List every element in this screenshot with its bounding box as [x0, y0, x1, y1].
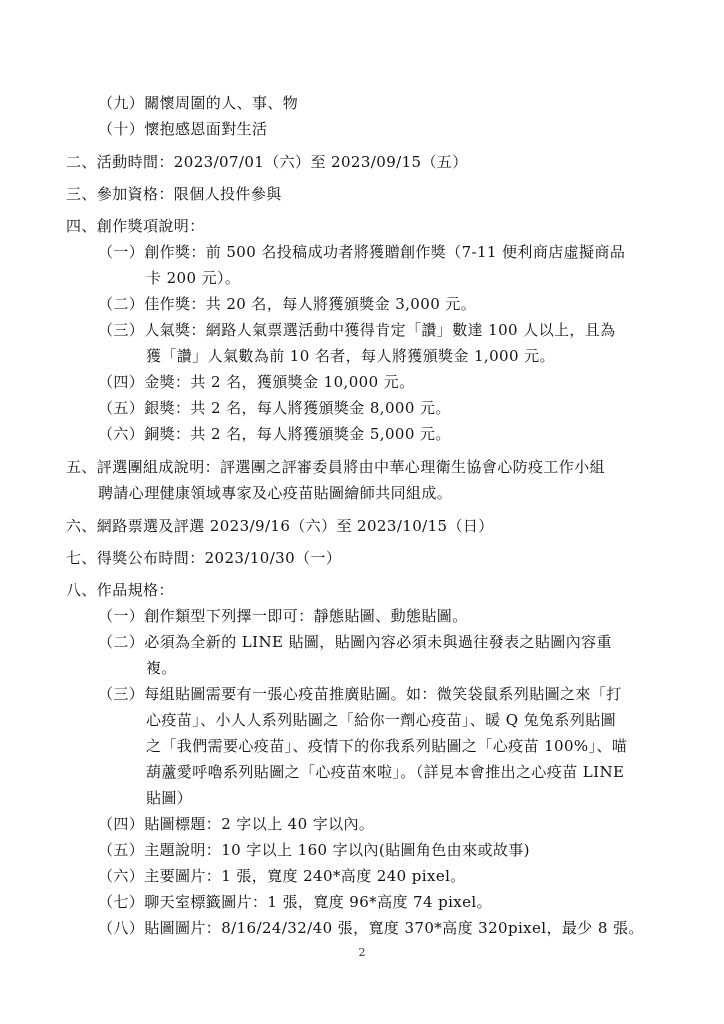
text-line: （四）貼圖標題：2 字以上 40 字以內。 [98, 815, 375, 833]
text-line: 卡 200 元）。 [146, 269, 241, 287]
text-line: 聘請心理健康領域專家及心疫苗貼圖繪師共同組成。 [98, 484, 453, 502]
text-line: 獲「讚」人氣數為前 10 名者，每人將獲頒獎金 1,000 元。 [146, 347, 555, 365]
text-line: 貼圖） [146, 789, 193, 807]
text-line: （六）銅獎：共 2 名，每人將獲頒獎金 5,000 元。 [98, 425, 451, 443]
text-line: 八、作品規格： [66, 581, 174, 599]
text-line: （四）金獎：共 2 名，獲頒獎金 10,000 元。 [98, 373, 415, 391]
text-line: （二）佳作獎：共 20 名，每人將獲頒獎金 3,000 元。 [98, 295, 477, 313]
text-line: 二、活動時間：2023/07/01（六）至 2023/09/15（五） [66, 153, 468, 171]
text-line: （九）關懷周圍的人、事、物 [98, 94, 299, 112]
text-line: （六）主要圖片：1 張，寬度 240*高度 240 pixel。 [98, 867, 466, 885]
text-line: （七）聊天室標籤圖片：1 張，寬度 96*高度 74 pixel。 [98, 893, 493, 911]
text-line: （二）必須為全新的 LINE 貼圖，貼圖內容必須未與過往發表之貼圖內容重 [98, 633, 612, 651]
text-line: （五）主題說明：10 字以上 160 字以內(貼圖角色由來或故事) [98, 841, 530, 859]
text-line: 葫蘆愛呼嚕系列貼圖之「心疫苗來啦」。（詳見本會推出之心疫苗 LINE [146, 763, 625, 781]
text-line: 複。 [146, 659, 177, 677]
text-line: （一）創作獎：前 500 名投稿成功者將獲贈創作獎（7-11 便利商店虛擬商品 [98, 243, 626, 261]
text-line: （三）人氣獎：網路人氣票選活動中獲得肯定「讚」數達 100 人以上，且為 [98, 321, 616, 339]
text-line: 五、評選團組成說明：評選團之評審委員將由中華心理衛生協會心防疫工作小組 [66, 458, 606, 476]
page-number: 2 [358, 946, 366, 959]
text-line: 心疫苗」、小人人系列貼圖之「給你一劑心疫苗」、暖 Q 兔兔系列貼圖 [146, 711, 617, 729]
text-line: 三、參加資格：限個人投件參與 [66, 185, 282, 203]
text-line: （五）銀獎：共 2 名，每人將獲頒獎金 8,000 元。 [98, 399, 451, 417]
text-line: （八）貼圖圖片：8/16/24/32/40 張，寬度 370*高度 320pixel，最少 8 張。 [98, 919, 644, 937]
text-line: 四、創作獎項說明： [66, 217, 205, 235]
text-line: （十）懷抱感恩面對生活 [98, 120, 268, 138]
text-line: 之「我們需要心疫苗」、疫情下的你我系列貼圖之「心疫苗 100%」、喵 [146, 737, 628, 755]
text-line: 七、得獎公布時間：2023/10/30（一） [66, 549, 342, 567]
text-line: 六、網路票選及評選 2023/9/16（六）至 2023/10/15（日） [66, 517, 494, 535]
text-line: （一）創作類型下列擇一即可：靜態貼圖、動態貼圖。 [98, 607, 468, 625]
text-line: （三）每組貼圖需要有一張心疫苗推廣貼圖。如：微笑袋鼠系列貼圖之來「打 [98, 685, 622, 703]
